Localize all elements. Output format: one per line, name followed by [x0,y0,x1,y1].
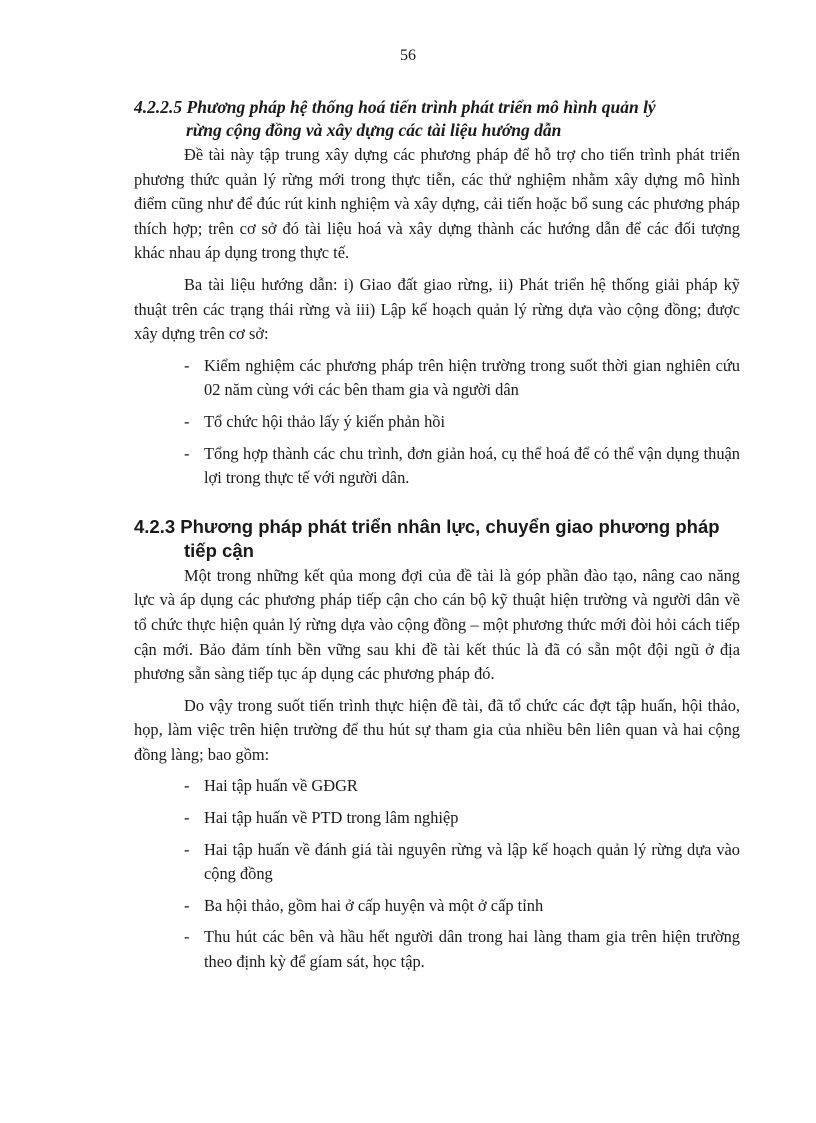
list-item [134,774,740,799]
list-item-text: Thu hút các bên và hầu hết người dân trong hai làng tham gia trên hiện trường theo định kỳ để gíam sát, học tập. [204,927,740,972]
paragraph: Ba tài liệu hướng dẫn: i) Giao đất giao rừng, ii) Phát triển hệ thống giải pháp kỹ thuật trên các trạng thái rừng và iii) Lập kế hoạch quản lý rừng dựa vào cộng đồng; được xây dựng trên cơ sở: [134,274,740,344]
dash-marker: - [184,808,190,828]
section-heading-4-2-2-5 [134,96,740,142]
list-item [134,925,740,974]
dash-marker: - [184,411,190,431]
list-item-text: Hai tập huấn về GĐGR [204,776,358,796]
bullet-list [134,354,740,491]
list-item-text: Tổng hợp thành các chu trình, đơn giản hoá, cụ thể hoá để có thể vận dụng thuận lợi trong thực tế với người dân. [204,443,740,488]
list-item [134,806,740,831]
list-item-text: Ba hội thảo, gồm hai ở cấp huyện và một ở cấp tỉnh [204,895,544,915]
list-item-text: Hai tập huấn về đánh giá tài nguyên rừng và lập kế hoạch quản lý rừng dựa vào cộng đồng [204,839,740,884]
list-item-text: Kiểm nghiệm các phương pháp trên hiện trường trong suốt thời gian nghiên cứu 02 năm cùng với các bên tham gia và người dân [204,355,740,400]
page-number: 56 [400,47,416,64]
heading-line-1: 4.2.2.5 Phương pháp hệ thống hoá tiến trình phát triển mô hình quản lý [134,97,656,117]
heading-line-2: rừng cộng đồng và xây dựng các tài liệu hướng dẫn [186,120,562,140]
page-content [134,96,740,975]
list-item [134,838,740,887]
dash-marker: - [184,443,190,463]
paragraph: Đề tài này tập trung xây dựng các phương pháp để hỗ trợ cho tiến trình phát triển phương thức quản lý rừng mới trong thực tiễn, các thử nghiệm nhằm xây dựng mô hình điểm cũng như để đúc rút kinh nghiệm và xây dựng, cải tiến hoặc bổ sung các phương pháp thích hợp; trên cơ sở đó tài liệu hoá và xây dựng thành các hướng dẫn để các đối tượng khác nhau áp dụng trong thực tế. [134,145,740,263]
list-item-text: Hai tập huấn về PTD trong lâm nghiệp [204,808,459,828]
bullet-list [134,774,740,974]
section-heading-4-2-3 [134,515,740,563]
dash-marker: - [184,895,190,915]
list-item-text: Tổ chức hội thảo lấy ý kiến phản hồi [204,411,446,431]
dash-marker: - [184,355,190,375]
dash-marker: - [184,927,190,947]
paragraph: Một trong những kết qủa mong đợi của đề tài là góp phần đào tạo, nâng cao năng lực và áp dụng các phương pháp tiếp cận cho cán bộ kỹ thuật hiện trường và người dân về tổ chức thực hiện quản lý rừng dựa vào cộng đồng – một phương thức mới đòi hỏi cách tiếp cận mới. Bảo đảm tính bền vững sau khi đề tài kết thúc là đã có sẵn một đội ngũ ở địa phương sẵn sàng tiếp tục áp dụng các phương pháp đó. [134,565,740,684]
list-item [134,442,740,491]
dash-marker: - [184,839,190,859]
dash-marker: - [184,776,190,796]
paragraph: Do vậy trong suốt tiến trình thực hiện đề tài, đã tổ chức các đợt tập huấn, hội thảo, họp, làm việc trên hiện trường để thu hút sự tham gia của nhiều bên liên quan và hai cộng đồng làng; bao gồm: [134,695,740,764]
heading-line-1: 4.2.3 Phương pháp phát triển nhân lực, chuyển giao phương pháp [134,515,720,537]
list-item [134,410,740,435]
list-item [134,354,740,403]
heading-line-2: tiếp cận [184,539,254,561]
list-item [134,894,740,919]
